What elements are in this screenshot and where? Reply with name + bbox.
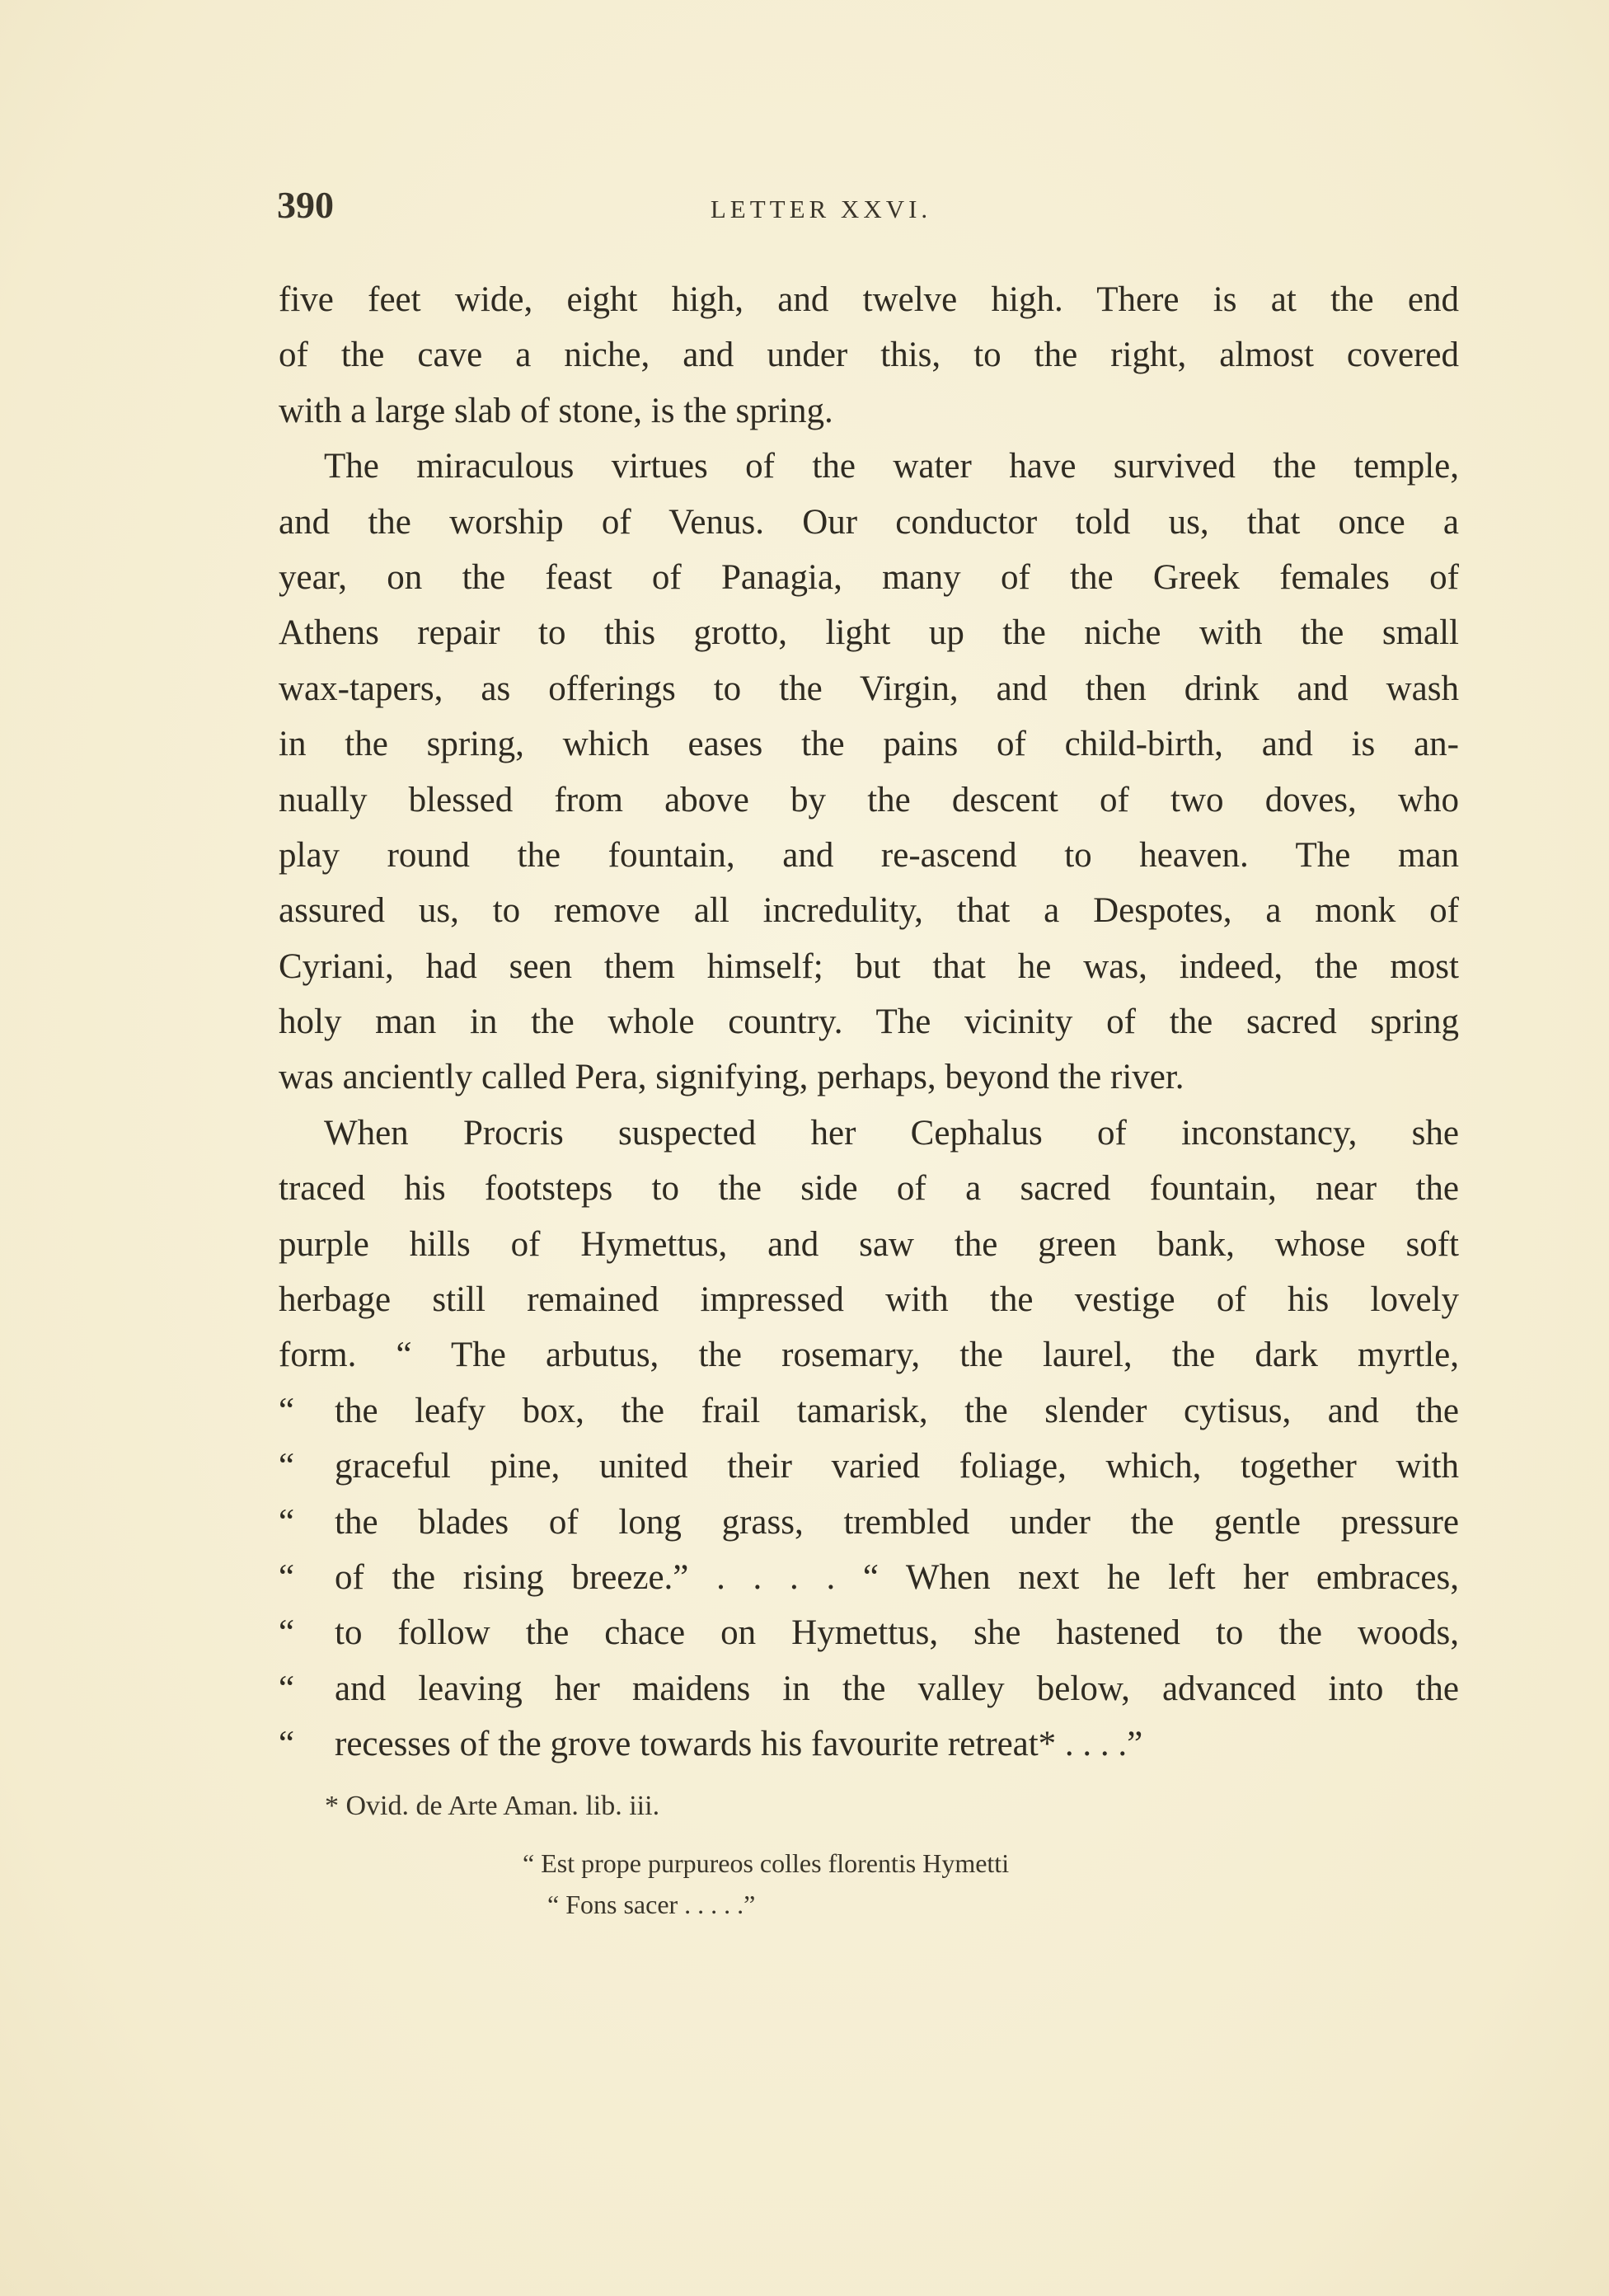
text-line: herbage still remained impressed with the vestige of his lovely [279,1280,1459,1320]
quoted-line [279,1605,1459,1660]
footnote-reference: * Ovid. de Arte Aman. lib. iii. [325,1791,660,1821]
quoted-line [279,1716,1459,1772]
text-line: play round the fountain, and re-ascend to heaven. The man [279,835,1459,875]
text-line: assured us, to remove all incredulity, that a Despotes, a monk of [279,891,1459,931]
text-line: form. “ The arbutus, the rosemary, the laurel, the dark myrtle, [279,1336,1459,1375]
text-line: purple hills of Hymettus, and saw the green bank, whose soft [279,1224,1459,1264]
text-line: in the spring, which eases the pains of child-birth, and is an- [279,725,1459,764]
text-line: of the cave a niche, and under this, to the right, almost covered [279,336,1459,375]
quoted-text: the blades of long grass, trembled under the gentle pressure [335,1502,1459,1542]
running-title: LETTER XXVI. [710,195,932,223]
text-line: Cyriani, had seen them himself; but that he was, indeed, the most [279,946,1459,986]
quoted-text: graceful pine, united their varied foliage, which, together with [335,1447,1459,1486]
quoted-text: of the rising breeze.” . . . . “ When next he left her embraces, [335,1557,1459,1597]
text-line: wax-tapers, as offerings to the Virgin, and then drink and wash [279,669,1459,708]
text-line: was anciently called Pera, signifying, perhaps, beyond the river. [279,1058,1184,1097]
quote-mark: “ [279,1725,295,1764]
text-line: five feet wide, eight high, and twelve high. There is at the end [279,280,1459,319]
page-number: 390 [277,184,334,226]
quoted-text: recesses of the grove towards his favourite retreat* . . . .” [335,1725,1143,1764]
quote-mark: “ [279,1447,295,1486]
text-line: year, on the feast of Panagia, many of the Greek females of [279,557,1459,597]
text-line: Athens repair to this grotto, light up the niche with the small [279,613,1459,653]
quote-mark: “ [279,1613,295,1653]
quoted-line [279,1495,1459,1550]
text-line: When Procris suspected her Cephalus of inconstancy, she [324,1113,1459,1153]
footnote-latin-line: “ Fons sacer . . . . .” [547,1890,756,1919]
quoted-text: and leaving her maidens in the valley below, advanced into the [335,1669,1459,1708]
footnote-latin-line: “ Est prope purpureos colles florentis Hymetti [523,1848,1010,1878]
text-line: The miraculous virtues of the water have survived the temple, [324,447,1459,486]
text-line: traced his footsteps to the side of a sacred fountain, near the [279,1169,1459,1209]
quoted-text: to follow the chace on Hymettus, she hastened to the woods, [335,1613,1459,1653]
quoted-line [279,1439,1459,1494]
text-line: with a large slab of stone, is the spring. [279,391,833,430]
quoted-line [279,1383,1459,1439]
quote-mark: “ [279,1557,295,1597]
quoted-text: the leafy box, the frail tamarisk, the slender cytisus, and the [335,1391,1459,1430]
quoted-line [279,1550,1459,1605]
quoted-line [279,1661,1459,1716]
quote-mark: “ [279,1391,295,1430]
quote-mark: “ [279,1502,295,1542]
body-text [279,272,1459,1772]
quote-mark: “ [279,1669,295,1708]
text-line: and the worship of Venus. Our conductor told us, that once a [279,502,1459,542]
text-line: nually blessed from above by the descent of two doves, who [279,780,1459,819]
text-line: holy man in the whole country. The vicinity of the sacred spring [279,1002,1459,1042]
